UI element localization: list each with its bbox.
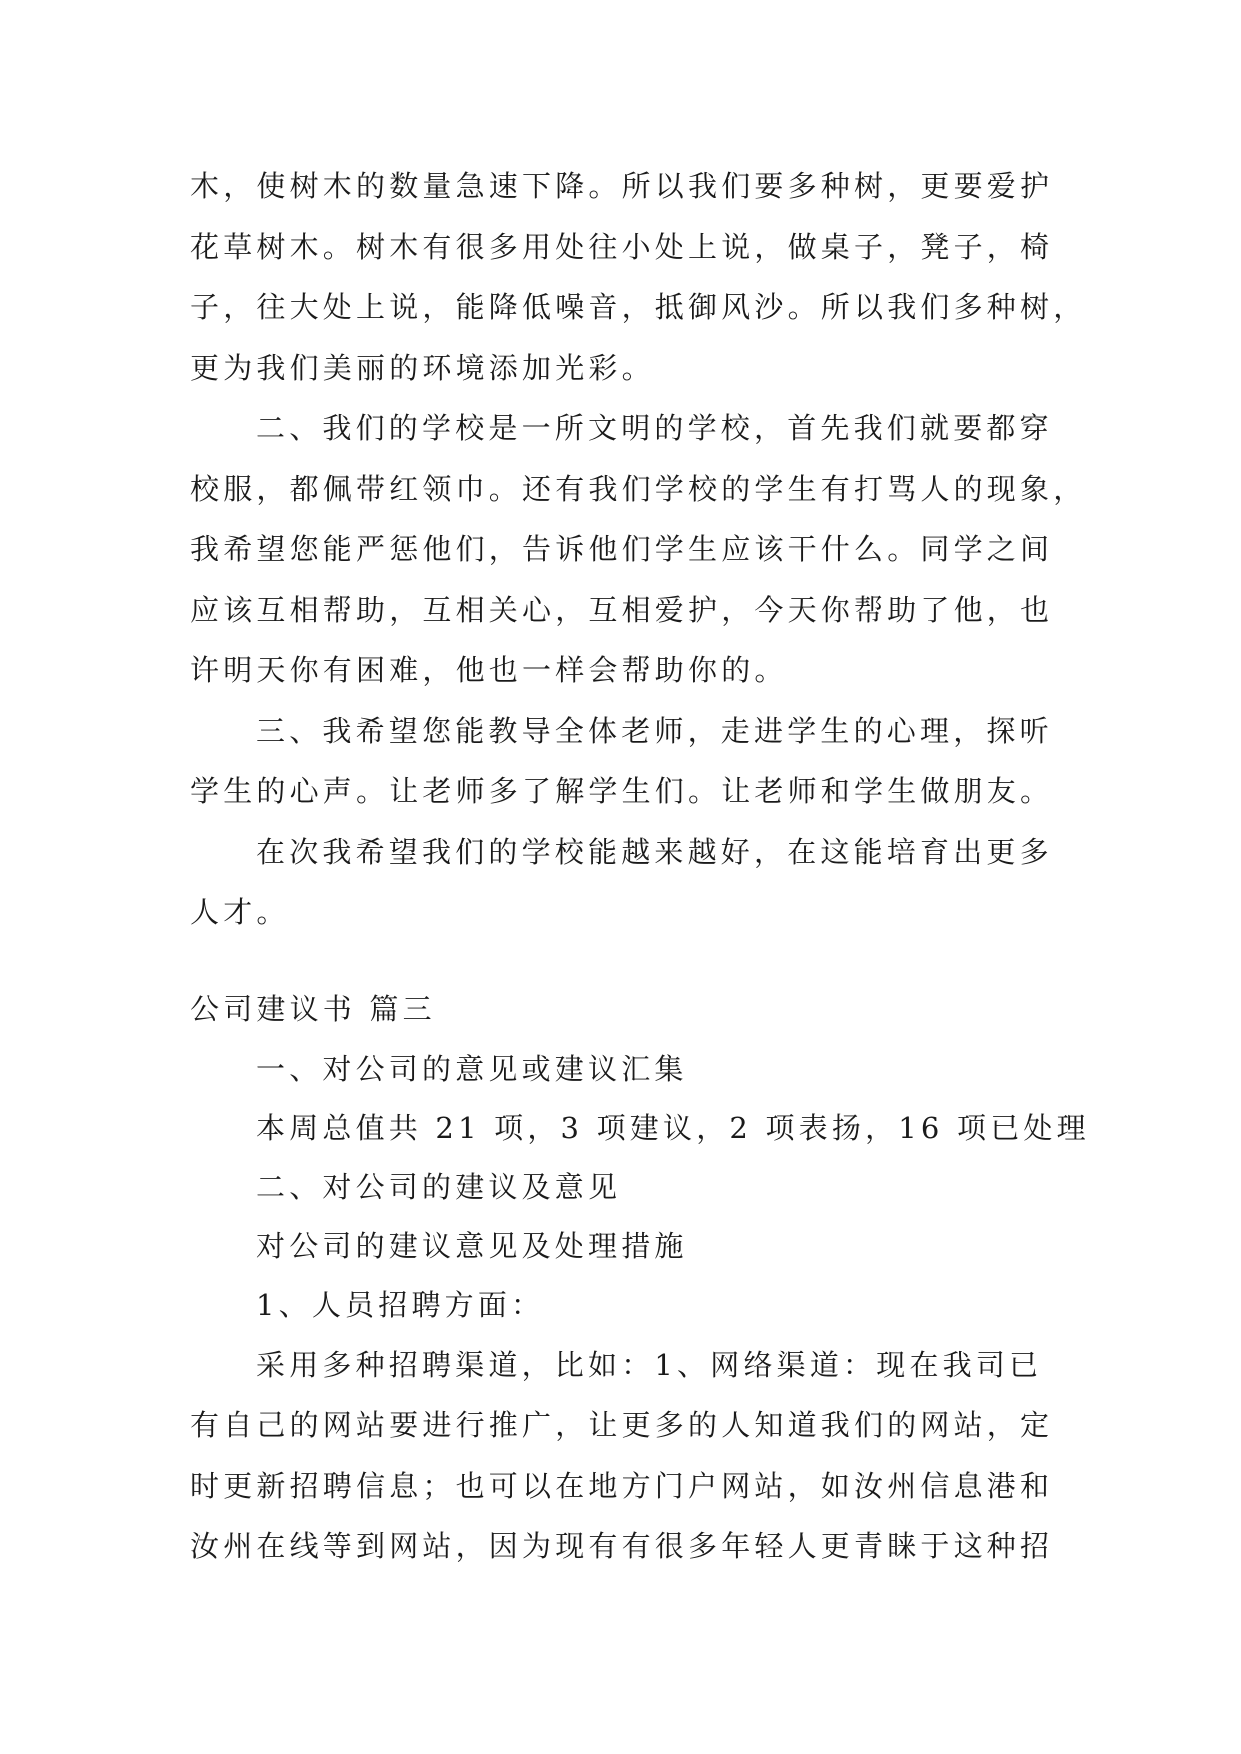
list-item: 二、对公司的建议及意见 [256,1170,622,1204]
paragraph-line: 我希望您能严惩他们，告诉他们学生应该干什么。同学之间 [190,532,1054,566]
paragraph-line: 人才。 [190,895,290,929]
list-item: 对公司的建议意见及处理措施 [256,1229,688,1263]
paragraph-line: 三、我希望您能教导全体老师，走进学生的心理，探听 [256,714,1053,748]
paragraph-line: 更为我们美丽的环境添加光彩。 [190,351,655,385]
paragraph-line: 学生的心声。让老师多了解学生们。让老师和学生做朋友。 [190,774,1054,808]
paragraph-line: 在次我希望我们的学校能越来越好，在这能培育出更多 [256,835,1053,869]
paragraph-line: 许明天你有困难，他也一样会帮助你的。 [190,653,788,687]
paragraph-line: 木，使树木的数量急速下降。所以我们要多种树，更要爱护 [190,169,1054,203]
paragraph-line: 二、我们的学校是一所文明的学校，首先我们就要都穿 [256,411,1053,445]
paragraph-line: 花草树木。树木有很多用处往小处上说，做桌子，凳子，椅 [190,230,1054,264]
list-item: 一、对公司的意见或建议汇集 [256,1052,688,1086]
paragraph-line: 采用多种招聘渠道，比如：1、网络渠道：现在我司已 [256,1348,1043,1382]
list-item: 1、人员招聘方面： [256,1288,545,1322]
paragraph-line: 校服，都佩带红领巾。还有我们学校的学生有打骂人的现象， [190,472,1087,506]
paragraph-line: 时更新招聘信息；也可以在地方门户网站，如汝州信息港和 [190,1469,1054,1503]
paragraph-line: 汝州在线等到网站，因为现有有很多年轻人更青睐于这种招 [190,1529,1054,1563]
list-item: 本周总值共 21 项，3 项建议，2 项表扬，16 项已处理 [256,1111,1090,1145]
paragraph-line: 有自己的网站要进行推广，让更多的人知道我们的网站，定 [190,1408,1054,1442]
section-heading: 公司建议书 篇三 [190,992,436,1026]
paragraph-line: 子，往大处上说，能降低噪音，抵御风沙。所以我们多种树， [190,290,1087,324]
paragraph-line: 应该互相帮助，互相关心，互相爱护，今天你帮助了他，也 [190,593,1054,627]
